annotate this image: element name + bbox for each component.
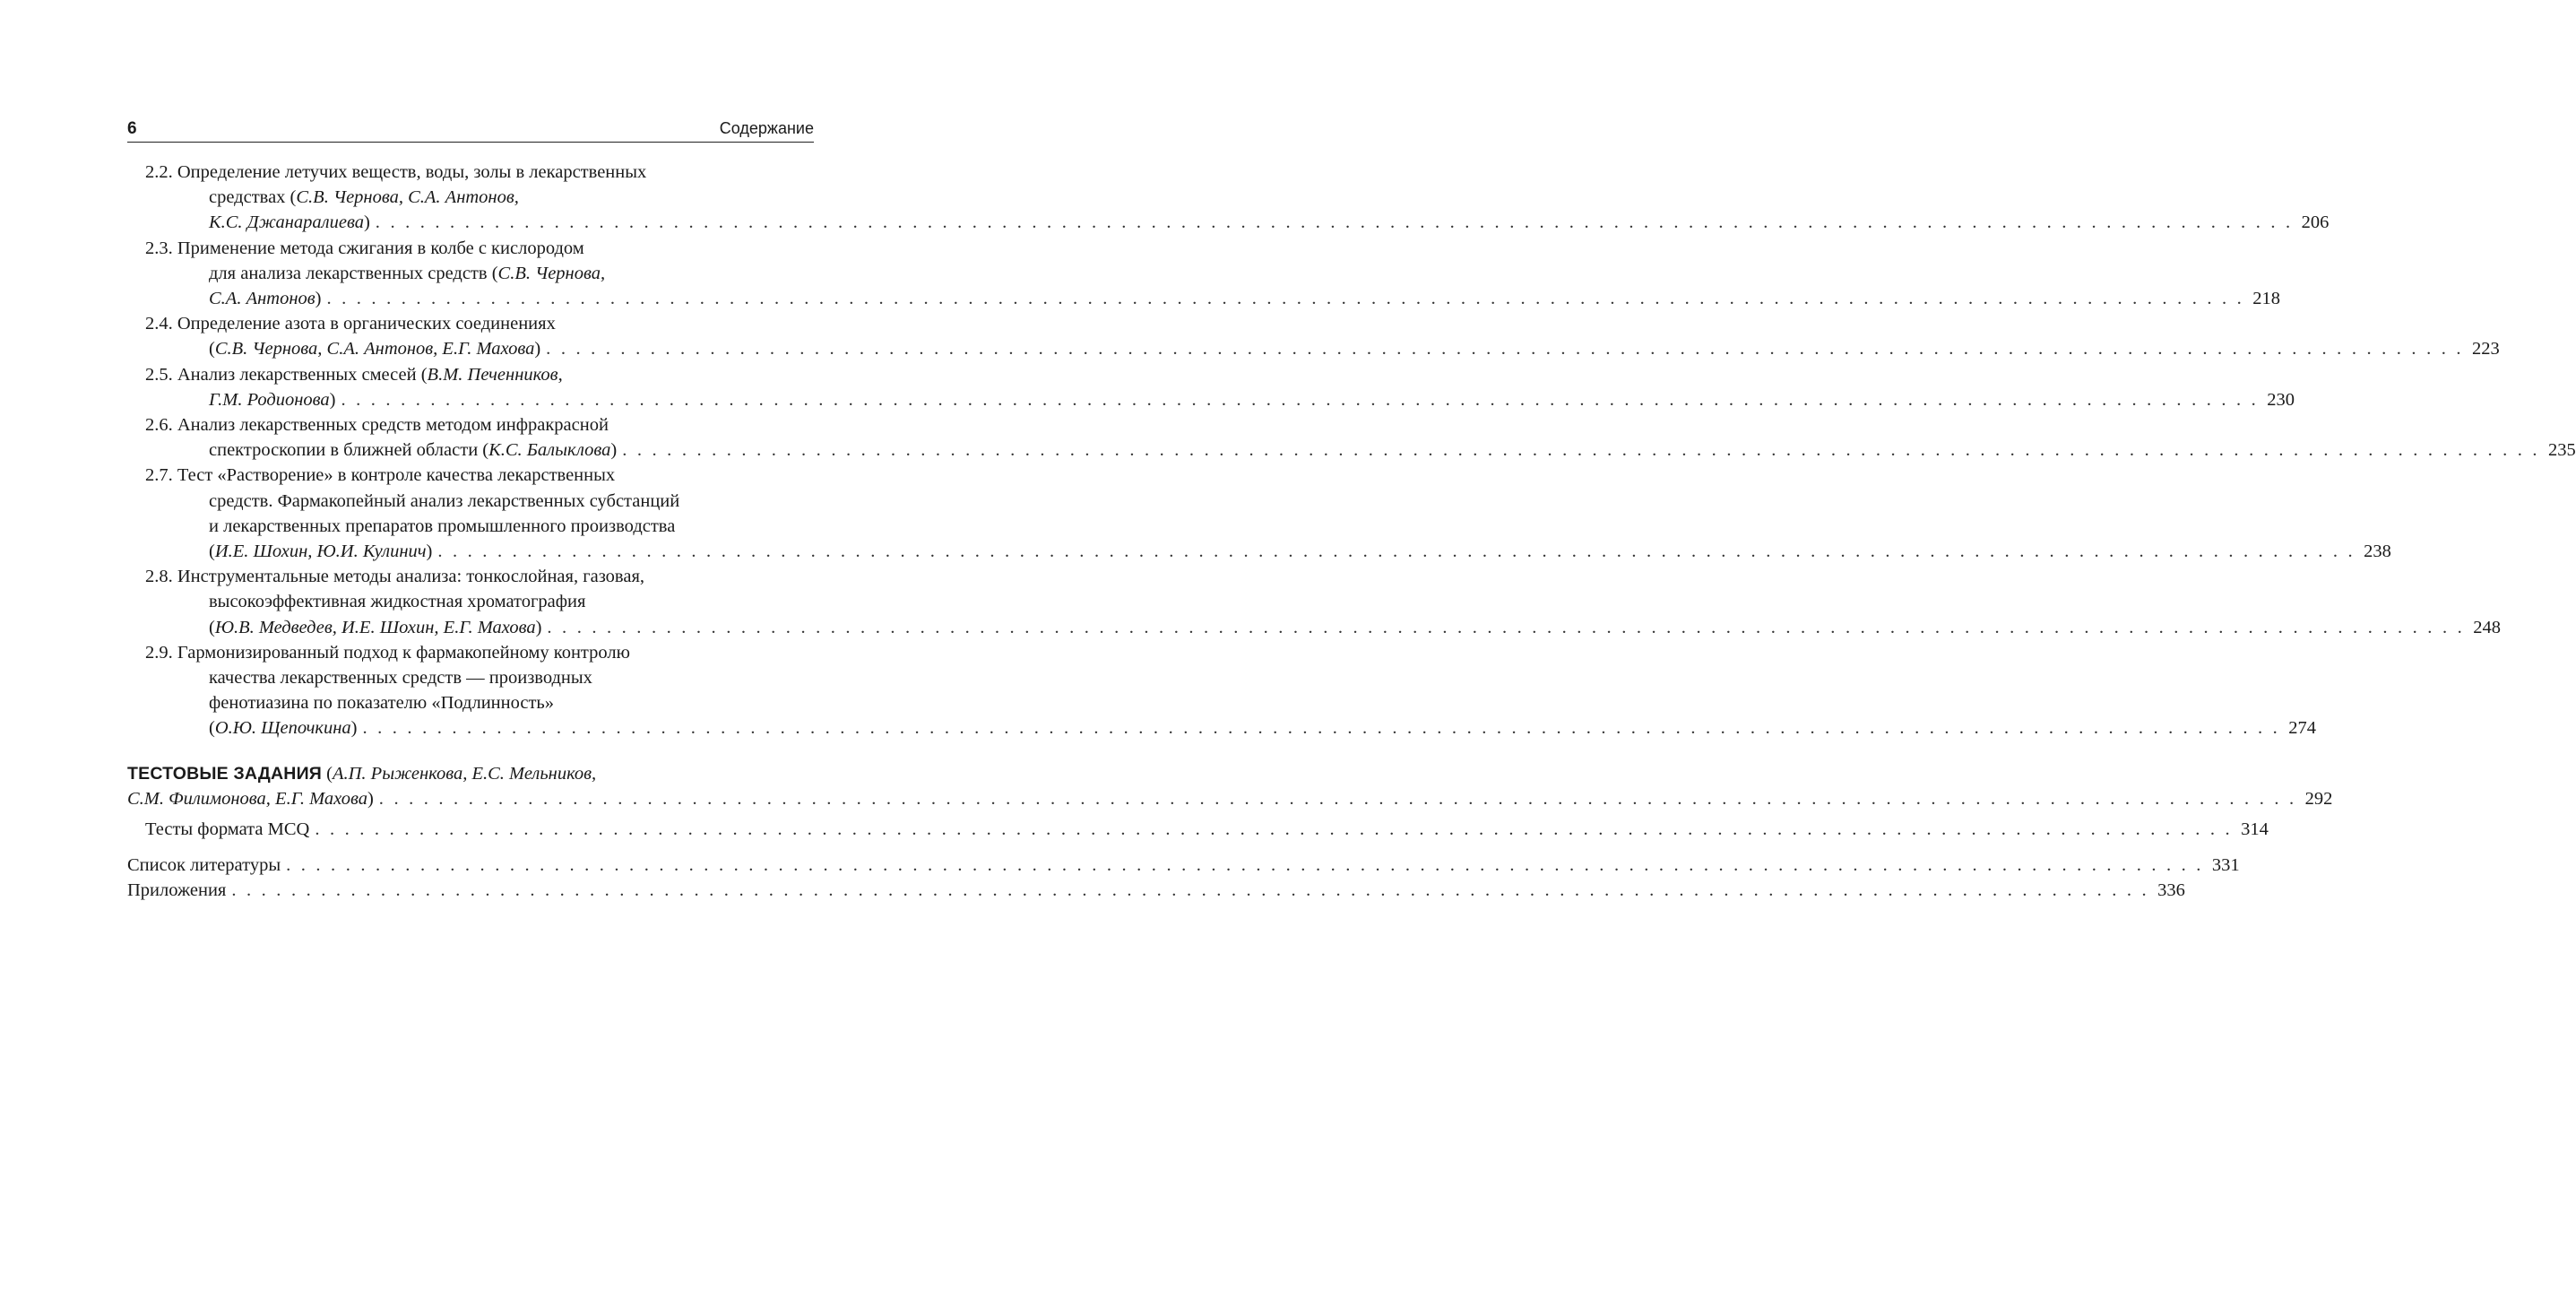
toc-entry-references[interactable] [127, 853, 2240, 878]
toc-leader-line [145, 615, 2501, 640]
toc-text: спектроскопии в ближней области ( [209, 440, 489, 461]
toc-line [145, 261, 814, 286]
toc-page-number: 336 [2157, 880, 2185, 901]
toc-entry-2-7[interactable] [127, 463, 2391, 564]
toc-leader-line [145, 210, 2330, 235]
toc-text [209, 438, 617, 463]
toc-leader-line [145, 387, 2295, 412]
toc-page-number: 206 [2301, 212, 2330, 233]
toc-authors: С.В. Чернова, С.А. Антонов, [296, 187, 519, 208]
toc-text: Тесты формата MCQ [145, 819, 310, 840]
toc-line: 2.2. Определение летучих веществ, воды, золы в лекарственных [145, 162, 647, 182]
toc-authors: К.С. Джанаралиева [209, 212, 364, 233]
toc-page-number: 292 [2304, 788, 2333, 809]
toc-text: ) [315, 289, 322, 309]
toc-entry-2-9[interactable] [127, 640, 2317, 741]
toc-text [209, 387, 335, 412]
toc-leader-line [145, 438, 2576, 463]
toc-text [209, 336, 540, 361]
toc-text: ) [535, 617, 542, 637]
toc-line: средств. Фармакопейный анализ лекарственных субстанций [209, 490, 680, 511]
toc-text: для анализа лекарственных средств ( [209, 263, 498, 283]
toc-leader-line [145, 539, 2391, 564]
toc-text: ( [209, 339, 215, 360]
toc-text: 2.5. Анализ лекарственных смесей ( [145, 364, 428, 385]
dot-leader: . . . . . . . . . . . . . . . . . . . . . . . . . . . . . . . . . . . . . . . . . . . . . . . . . . . . . . . . . . . . . . . . . . . . . . . . . . . . . . . . . . . . . . . . . . . . . . . . . . . . . . . . . . . . . . . . . . . . . . . . . . . . . . . . . [547, 617, 2465, 637]
toc-authors: В.М. Печенников, [427, 364, 563, 385]
toc-line: 2.7. Тест «Растворение» в контроле качества лекарственных [145, 465, 616, 486]
toc-line: 2.4. Определение азота в органических соединениях [145, 314, 556, 334]
toc-text: Приложения [127, 880, 227, 901]
toc-page-number: 235 [2548, 440, 2576, 461]
toc-entry-2-2[interactable] [127, 160, 2330, 236]
toc-text: ( [209, 718, 215, 739]
toc-authors: С.В. Чернова, С.А. Антонов, Е.Г. Махова [214, 339, 535, 360]
toc-text: ) [329, 389, 336, 410]
toc-leader-line [127, 853, 2240, 878]
dot-leader: . . . . . . . . . . . . . . . . . . . . . . . . . . . . . . . . . . . . . . . . . . . . . . . . . . . . . . . . . . . . . . . . . . . . . . . . . . . . . . . . . . . . . . . . . . . . . . . . . . . . . . . . . . . . . . . . . . . . . . . . . . . . . . . . . [231, 880, 2149, 901]
dot-leader: . . . . . . . . . . . . . . . . . . . . . . . . . . . . . . . . . . . . . . . . . . . . . . . . . . . . . . . . . . . . . . . . . . . . . . . . . . . . . . . . . . . . . . . . . . . . . . . . . . . . . . . . . . . . . . . . . . . . . . . . . . . . . . . . . [362, 718, 2281, 739]
toc-leader-line [145, 286, 2280, 311]
toc-page-number: 230 [2267, 389, 2295, 410]
toc-text [209, 715, 357, 741]
dot-leader: . . . . . . . . . . . . . . . . . . . . . . . . . . . . . . . . . . . . . . . . . . . . . . . . . . . . . . . . . . . . . . . . . . . . . . . . . . . . . . . . . . . . . . . . . . . . . . . . . . . . . . . . . . . . . . . . . . . . . . . . . . . . . . . . . [437, 542, 2356, 562]
toc-text: ) [367, 788, 374, 809]
toc-page-number: 223 [2471, 339, 2500, 360]
toc-authors: С.В. Чернова, [497, 263, 606, 283]
toc-line: 2.8. Инструментальные методы анализа: тонкослойная, газовая, [145, 567, 644, 587]
toc-text [127, 786, 374, 811]
dot-leader: . . . . . . . . . . . . . . . . . . . . . . . . . . . . . . . . . . . . . . . . . . . . . . . . . . . . . . . . . . . . . . . . . . . . . . . . . . . . . . . . . . . . . . . . . . . . . . . . . . . . . . . . . . . . . . . . . . . . . . . . . . . . . . . . . [378, 788, 2297, 809]
toc-authors: Г.М. Родионова [209, 389, 330, 410]
toc-line: 2.6. Анализ лекарственных средств методом инфракрасной [145, 415, 609, 436]
dot-leader: . . . . . . . . . . . . . . . . . . . . . . . . . . . . . . . . . . . . . . . . . . . . . . . . . . . . . . . . . . . . . . . . . . . . . . . . . . . . . . . . . . . . . . . . . . . . . . . . . . . . . . . . . . . . . . . . . . . . . . . . . . . . . . . . . [622, 440, 2540, 461]
toc-line: высокоэффективная жидкостная хроматография [209, 592, 586, 612]
toc-authors: И.Е. Шохин, Ю.И. Кулинич [214, 542, 427, 562]
toc-text [209, 615, 541, 640]
toc-authors: Ю.В. Медведев, И.Е. Шохин, Е.Г. Махова [214, 617, 536, 637]
toc-text: ) [426, 542, 433, 562]
toc-text: ( [322, 763, 333, 784]
toc-leader-line [145, 336, 2500, 361]
toc-text: ) [610, 440, 618, 461]
toc-entry-appendices[interactable] [127, 878, 2185, 903]
toc-line: 2.3. Применение метода сжигания в колбе с кислородом [145, 238, 584, 258]
toc-entry-2-3[interactable] [127, 236, 2280, 312]
toc-entry-2-8[interactable] [127, 564, 2501, 640]
toc-line [145, 185, 814, 210]
dot-leader: . . . . . . . . . . . . . . . . . . . . . . . . . . . . . . . . . . . . . . . . . . . . . . . . . . . . . . . . . . . . . . . . . . . . . . . . . . . . . . . . . . . . . . . . . . . . . . . . . . . . . . . . . . . . . . . . . . . . . . . . . . . . . . . . . [326, 289, 2244, 309]
toc-line [145, 362, 814, 387]
toc-authors: С.М. Филимонова, Е.Г. Махова [127, 788, 367, 809]
toc-page-number: 218 [2252, 289, 2280, 309]
toc-text: ) [350, 718, 358, 739]
toc-entry-2-4[interactable] [127, 311, 2500, 361]
toc-text [209, 210, 370, 235]
toc-page-number: 248 [2473, 617, 2501, 637]
toc-leader-line [127, 878, 2185, 903]
toc-text: ) [363, 212, 370, 233]
toc-text: ) [534, 339, 541, 360]
toc-text: ( [209, 617, 215, 637]
dot-leader: . . . . . . . . . . . . . . . . . . . . . . . . . . . . . . . . . . . . . . . . . . . . . . . . . . . . . . . . . . . . . . . . . . . . . . . . . . . . . . . . . . . . . . . . . . . . . . . . . . . . . . . . . . . . . . . . . . . . . . . . . . . . . . . . . [286, 855, 2204, 876]
toc-entry-mcq[interactable] [127, 817, 2269, 842]
toc-leader-line [145, 817, 2269, 842]
page-number: 6 [127, 119, 137, 138]
section-title: ТЕСТОВЫЕ ЗАДАНИЯ [127, 763, 323, 784]
toc-leader-line [127, 786, 2333, 811]
dot-leader: . . . . . . . . . . . . . . . . . . . . . . . . . . . . . . . . . . . . . . . . . . . . . . . . . . . . . . . . . . . . . . . . . . . . . . . . . . . . . . . . . . . . . . . . . . . . . . . . . . . . . . . . . . . . . . . . . . . . . . . . . . . . . . . . . [375, 212, 2294, 233]
running-title: Содержание [719, 119, 814, 137]
dot-leader: . . . . . . . . . . . . . . . . . . . . . . . . . . . . . . . . . . . . . . . . . . . . . . . . . . . . . . . . . . . . . . . . . . . . . . . . . . . . . . . . . . . . . . . . . . . . . . . . . . . . . . . . . . . . . . . . . . . . . . . . . . . . . . . . . [315, 819, 2233, 840]
toc-entry-tests[interactable] [127, 761, 2333, 811]
toc-page-number: 238 [2364, 542, 2391, 562]
table-of-contents [127, 160, 2576, 904]
toc-authors: А.П. Рыженкова, Е.С. Мельников, [332, 763, 597, 784]
toc-line: 2.9. Гармонизированный подход к фармакопейному контролю [145, 642, 630, 663]
toc-text [209, 539, 432, 564]
toc-text: Список литературы [127, 855, 281, 876]
toc-authors: С.А. Антонов [209, 289, 316, 309]
running-header [127, 115, 814, 143]
dot-leader: . . . . . . . . . . . . . . . . . . . . . . . . . . . . . . . . . . . . . . . . . . . . . . . . . . . . . . . . . . . . . . . . . . . . . . . . . . . . . . . . . . . . . . . . . . . . . . . . . . . . . . . . . . . . . . . . . . . . . . . . . . . . . . . . . [546, 339, 2464, 360]
dot-leader: . . . . . . . . . . . . . . . . . . . . . . . . . . . . . . . . . . . . . . . . . . . . . . . . . . . . . . . . . . . . . . . . . . . . . . . . . . . . . . . . . . . . . . . . . . . . . . . . . . . . . . . . . . . . . . . . . . . . . . . . . . . . . . . . . [341, 389, 2259, 410]
toc-page-number: 274 [2288, 718, 2317, 739]
toc-text: средствах ( [209, 187, 297, 208]
toc-line [127, 761, 814, 786]
toc-leader-line [145, 715, 2317, 741]
toc-page-number: 331 [2211, 855, 2240, 876]
toc-line: и лекарственных препаратов промышленного производства [209, 516, 676, 536]
toc-line: фенотиазина по показателю «Подлинность» [209, 693, 555, 714]
toc-entry-2-6[interactable] [127, 412, 2576, 463]
toc-page-number: 314 [2241, 819, 2269, 840]
toc-authors: К.С. Балыклова [488, 440, 611, 461]
toc-text [209, 286, 321, 311]
toc-authors: О.Ю. Щепочкина [214, 718, 351, 739]
toc-entry-2-5[interactable] [127, 362, 2295, 412]
toc-line: качества лекарственных средств — производных [209, 668, 592, 689]
toc-text: ( [209, 542, 215, 562]
